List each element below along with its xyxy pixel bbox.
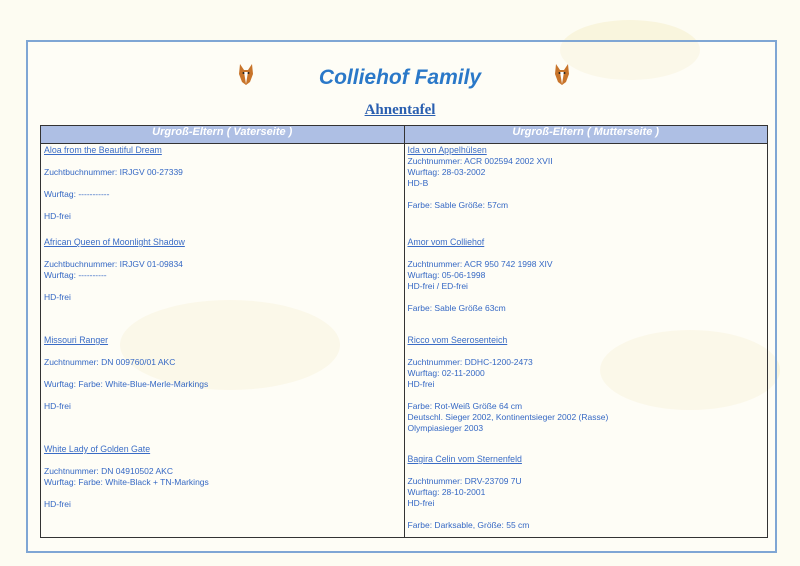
color-size: Farbe: Sable Größe 63cm xyxy=(407,303,506,313)
color-size: Farbe: Darksable, Größe: 55 cm xyxy=(407,520,530,530)
birth-date: Wurftag: 05-06-1998 xyxy=(407,270,486,280)
dog-entry xyxy=(44,335,400,412)
dog-name-link[interactable]: Bagira Celin vom Sternenfeld xyxy=(407,454,522,464)
breeding-number: Zuchtnummer: DN 009760/01 AKC xyxy=(44,357,176,367)
father-side-column xyxy=(41,126,404,537)
dog-entry xyxy=(44,237,400,303)
title-achievement: Deutschl. Sieger 2002, Kontinentsieger 2002 (Rasse) xyxy=(407,412,609,422)
dog-name-link[interactable]: African Queen of Moonlight Shadow xyxy=(44,237,185,247)
column-header-father: Urgroß-Eltern ( Vaterseite ) xyxy=(41,126,404,144)
breeding-number: Zuchtbuchnummer: IRJGV 00-27339 xyxy=(44,167,183,177)
dog-entry xyxy=(408,454,764,531)
birth-date: Wurftag: Farbe: White-Blue-Merle-Markings xyxy=(44,379,209,389)
breeding-number: Zuchtnummer: ACR 950 742 1998 XIV xyxy=(407,259,553,269)
dog-name-link[interactable]: Ida von Appelhülsen xyxy=(407,145,487,155)
hd-status: HD-frei xyxy=(44,401,71,411)
color-size: Farbe: Rot-Weiß Größe 64 cm xyxy=(407,401,523,411)
dog-entry xyxy=(44,145,400,222)
breeding-number: Zuchtnummer: ACR 002594 2002 XVII xyxy=(407,156,553,166)
breeding-number: Zuchtnummer: DRV-23709 7U xyxy=(407,476,522,486)
color-size: Farbe: Sable Größe: 57cm xyxy=(407,200,509,210)
hd-status: HD-frei xyxy=(44,292,71,302)
dog-name-link[interactable]: Ricco vom Seerosenteich xyxy=(407,335,508,345)
breeding-number: Zuchtbuchnummer: IRJGV 01-09834 xyxy=(44,259,183,269)
breeding-number: Zuchtnummer: DDHC-1200-2473 xyxy=(407,357,533,367)
breeding-number: Zuchtnummer: DN 04910502 AKC xyxy=(44,466,173,476)
dog-name-link[interactable]: Aloa from the Beautiful Dream xyxy=(44,145,162,155)
hd-status: HD-B xyxy=(407,178,429,188)
dog-entry xyxy=(408,237,764,314)
mother-side-column xyxy=(404,126,768,537)
dog-name-link[interactable]: White Lady of Golden Gate xyxy=(44,444,151,454)
hd-status: HD-frei xyxy=(44,211,71,221)
dog-entry xyxy=(408,145,764,211)
hd-status: HD-frei xyxy=(44,499,71,509)
dog-name-link[interactable]: Missouri Ranger xyxy=(44,335,109,345)
dog-entry xyxy=(44,444,400,510)
dog-name-link[interactable]: Amor vom Colliehof xyxy=(407,237,485,247)
pedigree-table xyxy=(40,125,768,538)
birth-date: Wurftag: ---------- xyxy=(44,270,107,280)
hd-status: HD-frei / ED-frei xyxy=(407,281,468,291)
birth-date: Wurftag: 28-03-2002 xyxy=(407,167,486,177)
hd-status: HD-frei xyxy=(407,498,435,508)
column-header-mother: Urgroß-Eltern ( Mutterseite ) xyxy=(405,126,768,144)
hd-status: HD-frei xyxy=(407,379,435,389)
birth-date: Wurftag: Farbe: White-Black + TN-Markings xyxy=(44,477,209,487)
birth-date: Wurftag: ----------- xyxy=(44,189,110,199)
title-achievement: Olympiasieger 2003 xyxy=(407,423,484,433)
birth-date: Wurftag: 02-11-2000 xyxy=(407,368,485,378)
dog-entry xyxy=(408,335,764,434)
page-subtitle[interactable]: Ahnentafel xyxy=(364,102,436,118)
page-title: Colliehof Family xyxy=(318,66,482,89)
birth-date: Wurftag: 28-10-2001 xyxy=(407,487,486,497)
